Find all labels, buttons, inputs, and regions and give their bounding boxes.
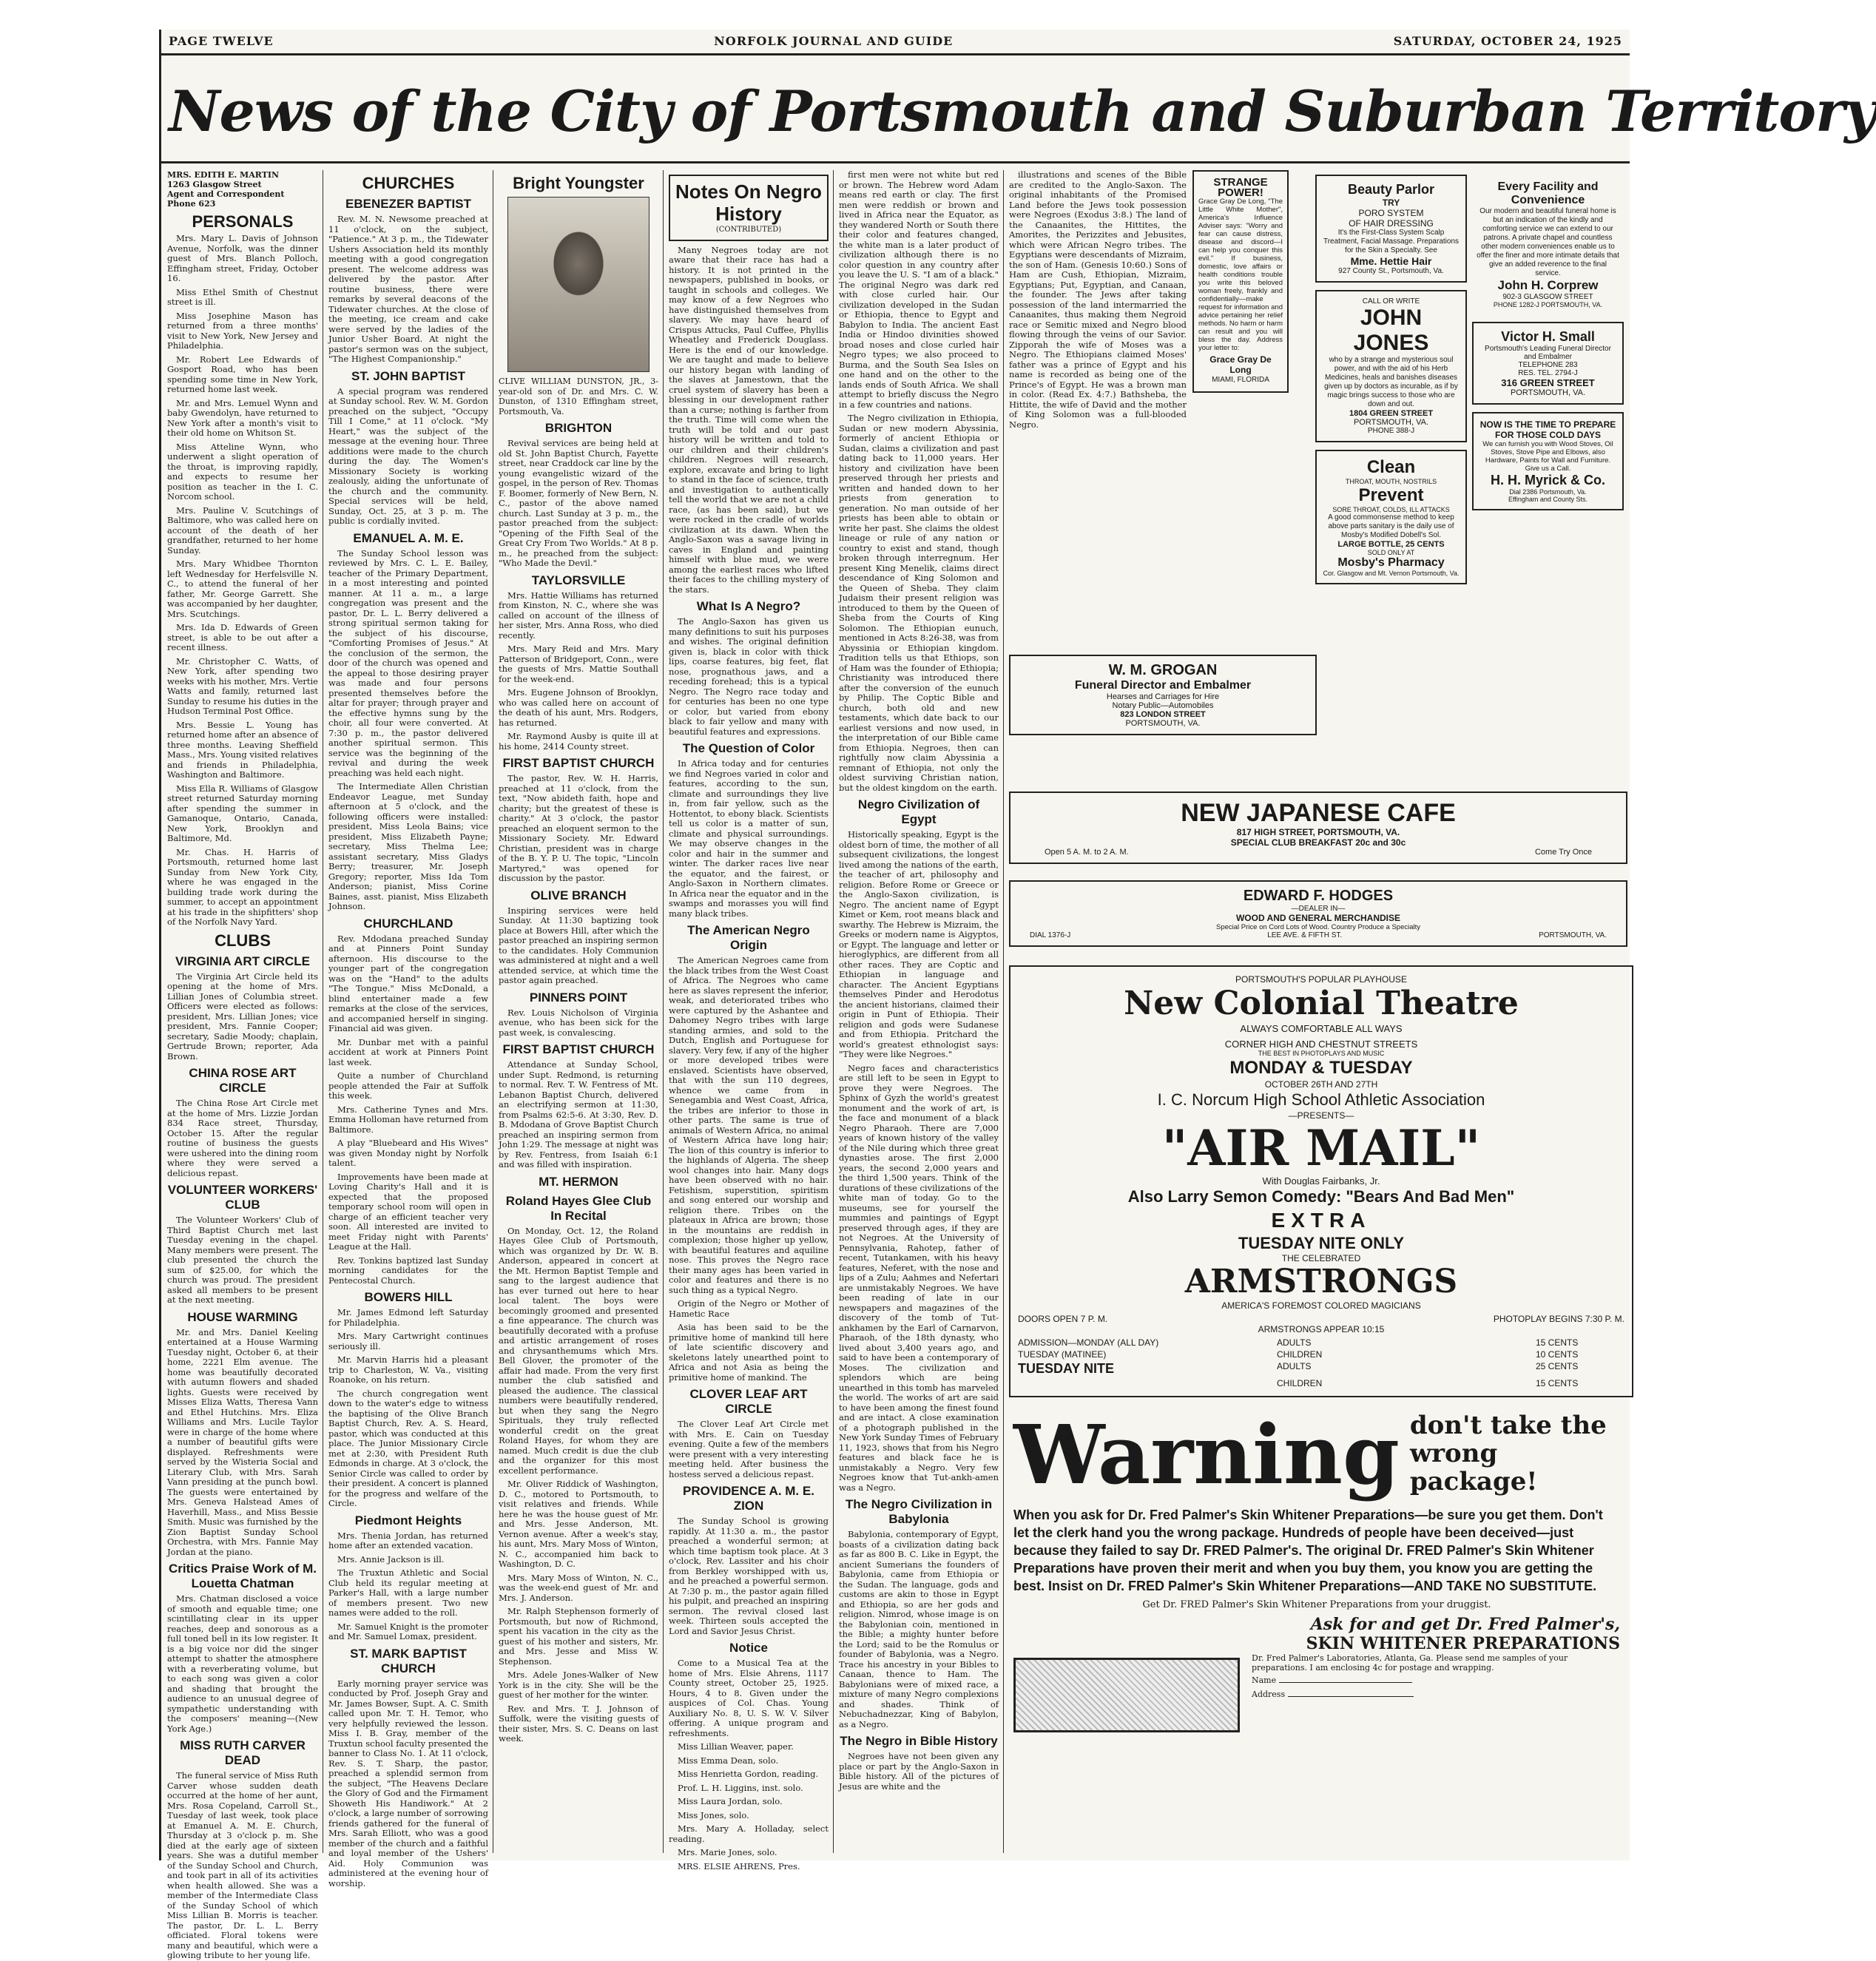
churches-list (328, 197, 488, 1889)
paragraph: Mrs. Ida D. Edwards of Green street, is able to be out after a recent illness. (167, 622, 318, 652)
ad-dates: OCTOBER 26TH AND 27TH (1264, 1079, 1378, 1090)
ad-name: NEW JAPANESE CAFE (1181, 799, 1456, 827)
subsection-heading: What Is A Negro? (696, 599, 801, 613)
ad-line: THE CELEBRATED (1281, 1253, 1361, 1263)
ad-headline: Beauty Parlor (1347, 182, 1435, 197)
column-churches (328, 170, 488, 1889)
subsection-heading: Notice (729, 1641, 768, 1655)
ad-line: PORO SYSTEM (1358, 208, 1424, 218)
coupon-row (1013, 1653, 1620, 1732)
ad-phone: RES. TEL. 2794-J (1518, 369, 1578, 377)
subsection-heading: Negro Civilization of Egypt (857, 797, 980, 826)
paragraph: The funeral service of Miss Ruth Carver whose sudden death occurred at the home of her aunt, Mrs. Rosa Copeland, Carroll St., Tuesday of last week, took place at Emanuel A. M. E. Church, Thursday at 3 o'clock p. m. She died at the early age of sixteen years. She was a dutiful member of the Sunday School and Church, and took part in all of its activities when health allowed. She was a member of the Intermediate Class of the Sunday School of which Miss Lillian B. Morris is teacher. The pastor, Dr. L. L. Berry officiated. Floral tokens were many and beautiful, which were a glowing tribute to her young life. (167, 1770, 318, 1960)
ad-phone: Dial 2386 Portsmouth, Va. (1509, 488, 1587, 496)
column-rule (833, 170, 834, 1853)
ad-dates: MONDAY & TUESDAY (1229, 1058, 1413, 1078)
paragraph: Mrs. Mary A. Holladay, select reading. (669, 1823, 829, 1844)
ad-name: Victor H. Small (1501, 329, 1595, 344)
subsection-heading: VIRGINIA ART CIRCLE (175, 954, 310, 968)
paragraph: Babylonia, contemporary of Egypt, boasts of a civilization dating back as far as 800 B. C. Like in Egypt, the ancient Sumerians the founders of Babylonia, came from Ethiopia or the Sudan. The language, gods and customs are akin to those in Egypt and Ethiopia, so are her gods and religion. Nimrod, whose image is on the Babylonian coin, mentioned in the Bible; a mighty hunter before the Lord; said to be the Romulus or founder of Babylonia, was a Negro. Trace his ancestry in your Bibles to Canaan, thence to Ham. The Babylonians were of mixed race, a mixture of many Negro complexions and shades. Think of Nebuchadnezzar, King of Babylon, as a Negro. (839, 1529, 999, 1729)
subsection-heading: EBENEZER BAPTIST (345, 197, 472, 211)
act-name: ARMSTRONGS (1184, 1263, 1458, 1300)
ad-address: 316 GREEN STREET (1501, 377, 1595, 388)
film-title: "AIR MAIL" (1161, 1119, 1481, 1177)
paragraph: Mr. Marvin Harris hid a pleasant trip to Charleston, W. Va., visiting Roanoke, on his return. (328, 1354, 488, 1385)
ad-corprew (1472, 175, 1624, 314)
ads-column-left (1315, 175, 1467, 592)
ad-phone: PHONE 1282-J PORTSMOUTH, VA. (1493, 301, 1603, 308)
paragraph: Mr. Ralph Stephenson formerly of Portsmouth, but now of Richmond, spent his vacation in the city as the guest of his mother and sisters, Mr. and Mrs. Jesse and Miss W. Stephenson. (499, 1606, 658, 1667)
paragraph: Miss Ethel Smith of Chestnut street is ill. (167, 286, 318, 307)
subsection-heading: The Question of Color (682, 741, 815, 755)
paragraph: Mr. Samuel Knight is the promoter and Mr. Samuel Lomax, president. (328, 1621, 488, 1641)
child-portrait-photo (507, 197, 649, 372)
ad-name: Mme. Hettie Hair (1350, 255, 1432, 267)
ad-tagline: Come Try Once (1534, 848, 1592, 857)
ad-address: 817 HIGH STREET, PORTSMOUTH, VA. (1236, 827, 1400, 837)
paragraph: The Virginia Art Circle held its opening at the home of Mrs. Lillian Jones of Columbia street. Officers were elected as follows: president, Mrs. Lillian Jones; vice president, Mrs. Fannie Cooper; secretary, Sadie Moody; chaplain, Gertrude Brown; reporter, Ada Brown. (167, 971, 318, 1061)
ad-line: PORTSMOUTH'S POPULAR PLAYHOUSE (1235, 974, 1407, 985)
ad-presenter: I. C. Norcum High School Athletic Association (1157, 1090, 1485, 1109)
paragraph: The American Negroes came from the black tribes from the West Coast of Africa. The Negroes who came here as slaves represent the inferior, weak, and deteriorated tribes who were captured by the Ashantee and Dahomey Negro tribes with large standing armies, and sold to the Dutch, English and Portuguese for slavery. Very few, if any of the higher or more developed tribes were enslaved. Scientists have observed, that with the sun 110 degrees, whence we came from in Senegambia and West Coast, Africa, the tribes are inferior to those in other parts. The same is true of animals of Western Africa, no animal of Western Africa have long hair; The lion of this country is inferior to the highlands of Algeria. The sheep wool changes into hair. Many dogs have been observed with no hair. Fetishism, superstition, spiritism and song entered our worship and religion there. Tribes on the plateaux in Africa are brown; those in the mountains are reddish in complexion; those higher up yellow, with beautiful features and aquiline nose. This proves the Negro race their many ages has been varied in color and features and there is no such thing as a typical Negro. (669, 955, 829, 1295)
paragraph: Mrs. Mary Moss of Winton, N. C., was the week-end guest of Mr. and Mrs. J. Anderson. (499, 1572, 658, 1603)
ad-headline: Funeral Director and Embalmer (1074, 679, 1252, 692)
ad-name: Grace Gray De Long (1209, 354, 1272, 375)
paragraph: Miss Ella R. Williams of Glasgow street returned Saturday morning after spending the summer in Gamanoque, Ontario, Canada, New York, Brooklyn and Baltimore, Md. (167, 783, 318, 843)
subsection-heading: MT. HERMON (539, 1174, 618, 1189)
issue-date: SATURDAY, OCTOBER 24, 1925 (1393, 34, 1622, 48)
ad-line: Special Price on Cord Lots of Wood. Country Produce a Specialty (1216, 923, 1420, 931)
ad-headline: STRANGE POWER! (1213, 176, 1268, 199)
byline-role: Agent and Correspondent (167, 189, 285, 199)
paragraph: Mrs. Mary Whidbee Thornton left Wednesday for Herfelsville N. C., to attend the funeral of her father, Mr. George Garrett. She was accompanied by her daughter, Mrs. Scutchings. (167, 558, 318, 619)
ad-address: 1804 GREEN STREET (1349, 409, 1434, 418)
subsection-heading: The American Negro Origin (687, 923, 810, 952)
ad-body: A good commonsense method to keep above parts sanitary is the daily use of Mosby's Modified Dobell's Sol. (1328, 513, 1454, 539)
history-text-continued (839, 170, 999, 1792)
ad-name: W. M. GROGAN (1108, 662, 1218, 678)
ad-myrick (1472, 412, 1624, 510)
photo-heading: Bright Youngster (513, 174, 644, 192)
ad-cell: 15 CENTS (1536, 1378, 1579, 1388)
contributed-label: (CONTRIBUTED) (715, 226, 782, 234)
ad-grogan (1009, 655, 1317, 735)
paragraph: Mrs. Catherine Tynes and Mrs. Emma Holloman have returned from Baltimore. (328, 1104, 488, 1135)
ad-line: With Douglas Fairbanks, Jr. (1262, 1175, 1380, 1187)
column-youngster (499, 170, 658, 1853)
paragraph: The pastor, Rev. W. H. Harris, preached at 11 o'clock, from the text, "Now abideth faith, hope and charity; but the greatest of these is charity." At 3 o'clock, the pastor preached an eloquent sermon to the Missionary Society. Mr. Edward Christian, president was in charge of the B. Y. P. U. The topic, "Lincoln Martyred," was opened for discussion by the pastor. (499, 773, 658, 883)
paragraph: Asia has been said to be the primitive home of mankind till here of late scientific discovery and skeletons lately unearthed point to Africa and not Asia as being the primitive home of mankind. The (669, 1322, 829, 1383)
ad-name: Mosby's Pharmacy (1337, 556, 1445, 569)
subsection-heading: CHURCHLAND (363, 916, 453, 931)
byline-address: 1263 Glasgow Street (167, 180, 262, 189)
paragraph: The Truxtun Athletic and Social Club held its regular meeting at Parker's Hall, with a large number of members present. Two new names were added to the roll. (328, 1567, 488, 1618)
ad-mosby-pharmacy (1315, 450, 1467, 584)
paragraph: Negro faces and characteristics are still left to be seen in Egypt to prove they were Negroes. The Sphinx of Gyzh the world's greatest monument and the work of art, is the face and monument of a black Negro Pharaoh. There are 7,000 years of known history of the valley of the Nile during which three great dynasties arose. The first 2,000 years, the second 2,000 years and the third 1,500 years. Think of the durations of these civilizations of the white man of today. Go to the museums, see for yourself the mummies and paintings of Egypt preserved through ages, if they are not Negroes. At the University of Pennsylvania, Rahotep, father of recent, Tutankamen, with his heavy features, Neferet, with the nose and lips of a Zulu; Aahmes and Nefertari are unmistakably Negroes. We have been reading of late in our newspapers and magazines of the discovery of the tomb of Tut-ankhamen by the Earl of Carnarvon, Pharaoh, of the 18th dynasty, who lived about 3,400 years ago, and said to have been a contemporary of Moses. The civilization and splendors which are being unearthed in this tomb has marveled the world. The works of art are said to have been among the finest found and are intact. A close examination of a photograph published in the New York Sunday Times of February 11, 1923, shows that from his Negro features and black face he is unmistakably a Negro. Very few Negroes know that Tut-ankh-amen was a Negro. (839, 1062, 999, 1493)
paragraph: Mrs. Mary Cartwright continues seriously ill. (328, 1331, 488, 1351)
subsection-heading: Roland Hayes Glee Club In Recital (505, 1193, 652, 1223)
ad-cell: 15 CENTS (1536, 1337, 1579, 1348)
byline-phone: Phone 623 (167, 199, 216, 209)
paragraph: Historically speaking, Egypt is the oldest born of time, the mother of all subsequent civilizations, the longest lived among the nations of the earth, the teacher of art, philosophy and religion. Before Rome or Greece or the Anglo-Saxon civilization, is Negro. The ancient name of Egypt Kimet or Kem, root means black and swarthy. The Hebrew is Mizraim, the Greeks or modern name is Aigyptos, or Egypt. The language and letter or hieroglyphics, are different from all other races. They are Coptic and Ethiopian in language and character. The Ancient Egyptians themselves Pinder and Herodotus the ancient historians, claimed their origin in Punt of Ethiopia. Their religion and gods were Sudanese and from Ethiopia. Pritchard the world's greatest ethnologist says: "They were like Negroes." (839, 829, 999, 1059)
order-coupon (1252, 1653, 1620, 1699)
photo-caption: CLIVE WILLIAM DUNSTON, JR., 3-year-old son of Dr. and Mrs. C. W. Dunston, of 1310 Effingham street, Portsmouth, Va. (499, 377, 658, 416)
subsection-heading: CLOVER LEAF ART CIRCLE (689, 1387, 808, 1416)
paragraph: Rev. M. N. Newsome preached at 11 o'clock, on the subject, "Patience." At 3 p. m., the Tidewater Ushers Association held its monthly meeting with a good congregation present. The welcome address was delivered by the pastor. After routine business, there were remarks by several deacons of the Tidewater churches. At the close of the meeting, ice cream and cake were served by the ladies of the Junior Usher Board. At night the pastor's sermon was on the subject, "The Highest Companionship." (328, 214, 488, 364)
paragraph: Revival services are being held at old St. John Baptist Church, Fayette street, near Craddock car line by the young evangelistic wizard of the gospel, in the person of Rev. Thomas F. Boomer, formerly of New Bern, N. C., pastor of the above named church. Last Sunday at 3 p. m., the pastor preached from the subject: "Opening of the Fifth Seal of the Great Cry From Two Worlds." At 8 p. m., he preached from the subject: "Who Made the Devil." (499, 438, 658, 568)
ad-cell: TUESDAY NITE (1018, 1361, 1115, 1376)
ad-line: PHOTOPLAY BEGINS 7:30 P. M. (1493, 1314, 1624, 1324)
ad-line: OF HAIR DRESSING (1349, 218, 1434, 229)
ad-address: 823 LONDON STREET (1120, 710, 1206, 719)
subsection-heading: CHINA ROSE ART CIRCLE (189, 1066, 297, 1095)
ad-hours: Open 5 A. M. to 2 A. M. (1045, 848, 1129, 857)
ad-japanese-cafe (1009, 792, 1627, 864)
warning-sub: don't take the wrong package! (1409, 1411, 1607, 1496)
paragraph: Mr. James Edmond left Saturday for Philadelphia. (328, 1307, 488, 1328)
product-package-illustration (1013, 1658, 1240, 1732)
ad-headline: Prevent (1358, 485, 1424, 505)
paragraph: illustrations and scenes of the Bible are credited to the Anglo-Saxon. The original inhabitants of the Promised Land before the Jews took possession were Negroes (Exodus 3:8.) The land of the Canaanites, the Hittites, the Amorites, the Perizzites and Jebusites, which were African Negro tribes. The Egyptians were descendants of Mizraim, the son of Ham. (Genesis 10:60.) Sons of Ham are Cush, Ethiopian, Mizraim, Egyptians; Put, Egyptian, and Canaan, the founder. The Jews after taking possession of the land intermarried the Canaanites, thus making them Negroid race or Semitic mixed and Negro blood flowing through the veins of our Savior. Zipporah the wife of Moses was a Negro. The Ethiopians claimed Moses' father was a prince of Egypt and his name is recorded as being one of the Prince's of Egypt. He was a brown man in color. (Read Ex. 4:7.) Bathsheba, the Hittite, the wife of David and the mother of King Solomon was a full-blooded Negro. (1009, 169, 1187, 430)
paragraph: Miss Jones, solo. (678, 1809, 749, 1820)
ad-line: TRY (1382, 198, 1400, 208)
paragraph: Mr. Chas. H. Harris of Portsmouth, returned home last Sunday from New York City, where he was engaged in the building trade work during the summer, to accept an appointment at his trade in the shipfitters' shop of the Norfolk Navy Yard. (167, 846, 318, 927)
paragraph: Mrs. Marie Jones, solo. (678, 1847, 777, 1857)
ad-phone: PHONE 388-J (1367, 427, 1415, 435)
ad-line: EXTRA (1271, 1209, 1371, 1232)
ad-line: Hearses and Carriages for Hire (1106, 692, 1220, 701)
paragraph: Improvements have been made at Loving Charity's Hall and it is expected that the proposed temporary school room will open in charge of an efficient teacher very soon. All interested are invited to meet Friday night with Parents' League at the Hall. (328, 1171, 488, 1252)
ad-line: —PRESENTS— (1288, 1110, 1354, 1121)
warning-line: Get Dr. FRED Palmer's Skin Whitener Preparations from your druggist. (1142, 1599, 1491, 1610)
column-bible-history (1009, 170, 1290, 644)
subsection-heading: OLIVE BRANCH (530, 888, 627, 902)
ad-line: SORE THROAT, COLDS, ILL ATTACKS (1332, 506, 1450, 513)
ad-beauty-parlor (1315, 175, 1467, 283)
paragraph: Miss Henrietta Gordon, reading. (678, 1769, 819, 1779)
section-heading: CLUBS (215, 931, 271, 950)
history-title-box (669, 175, 829, 241)
column-rule (663, 170, 664, 1853)
neighborhood-list (499, 421, 658, 1744)
bible-history-text (1009, 170, 1187, 433)
ad-cell: 10 CENTS (1536, 1349, 1579, 1360)
ad-line: THROAT, MOUTH, NOSTRILS (1345, 478, 1437, 485)
history-text (669, 246, 829, 1872)
ad-line: THE BEST IN PHOTOPLAYS AND MUSIC (1258, 1050, 1385, 1057)
paragraph: Mr. Robert Lee Edwards of Gosport Road, who has been spending some time in New York, returned home last week. (167, 354, 318, 394)
ad-city: PORTSMOUTH, VA. (1510, 388, 1586, 397)
correspondent-byline (167, 170, 318, 209)
ad-price: LARGE BOTTLE, 25 CENTS (1337, 540, 1445, 549)
column-history-continued (839, 170, 999, 1853)
subsection-heading: FIRST BAPTIST CHURCH (502, 756, 655, 770)
ad-strange-power (1192, 170, 1289, 393)
paragraph: Quite a number of Churchland people attended the Fair at Suffolk this week. (328, 1070, 488, 1101)
section-heading: PERSONALS (192, 212, 294, 231)
subsection-heading: PROVIDENCE A. M. E. ZION (683, 1484, 814, 1513)
paragraph: Miss Josephine Mason has returned from a three months' visit to New York, New Jersey and Philadelphia. (167, 310, 318, 351)
ad-footer (1015, 931, 1622, 939)
paragraph: Mrs. Eugene Johnson of Brooklyn, who was called here on account of the death of his aunt, Mrs. Rodgers, has returned. (499, 687, 658, 728)
ad-address: 902-3 GLASGOW STREET (1502, 293, 1593, 301)
ad-name: H. H. Myrick & Co. (1490, 473, 1606, 487)
paragraph: Negroes have not been given any place or part by the Anglo-Saxon in Bible history. All of the pictures of Jesus are white and the (839, 1751, 999, 1792)
ad-headline: Every Facility and Convenience (1497, 180, 1599, 206)
paragraph: Attendance at Sunday School, under Supt. Redmond, is returning to normal. Rev. T. W. Fentress of Mt. Lebanon Baptist Church, delivered an electrifying sermon at 11:30, from Psalms 62:5-6. At 3:30, Rev. D. B. Mdodana of Grove Baptist Church preached an inspiring sermon from John 1:29. The message at night was by Rev. Fentress, from Isaiah 6:1 and was filled with inspiration. (499, 1059, 658, 1169)
subsection-heading: The Negro in Bible History (840, 1734, 998, 1748)
paragraph: Mr. Raymond Ausby is quite ill at his home, 2414 County street. (499, 731, 658, 752)
paragraph: The church congregation went down to the water's edge to witness the baptising of the Olive Branch Baptist Church, Rev. A. S. Heard, pastor, which was conducted at this place. The Junior Missionary Circle met at 2:30, with President Ruth Edmonds in charge. At 3 o'clock, the Senior Circle was called to order by their president. A concert is planned for the progress and welfare of the Circle. (328, 1388, 488, 1508)
subsection-heading: MISS RUTH CARVER DEAD (180, 1738, 306, 1767)
subsection-heading: Critics Praise Work of M. Louetta Chatman (169, 1562, 317, 1590)
ad-line: Also Larry Semon Comedy: "Bears And Bad Men" (1127, 1187, 1515, 1206)
ad-line: DOORS OPEN 7 P. M. (1018, 1314, 1108, 1324)
subsection-heading: BRIGHTON (544, 421, 613, 435)
ad-cell: TUESDAY (MATINEE) (1018, 1349, 1107, 1360)
paragraph: A play "Bluebeard and His Wives" was given Monday night by Norfolk talent. (328, 1138, 488, 1168)
ad-city: PORTSMOUTH, VA. (1539, 931, 1607, 939)
paragraph: Mrs. Chatman disclosed a voice of smooth and equable time; one scintillating clear in its upper reaches, deep and sonorous as a full toned bell in its low register. It is a big voice nor did the singer attempt to shatter the atmosphere with a reverberating volume, but to each song was given a color and shading that brought the audience to an unusual degree of sympathetic understanding with the composers' meaning—(New York Age.) (167, 1593, 318, 1734)
subsection-heading: FIRST BAPTIST CHURCH (502, 1042, 655, 1056)
banner-rule (161, 161, 1630, 163)
byline-name: MRS. EDITH E. MARTIN (167, 170, 280, 180)
coupon-name-line[interactable] (1279, 1682, 1412, 1683)
column-rule (1003, 170, 1004, 1853)
ad-name: John H. Corprew (1497, 278, 1599, 292)
ad-line: SOLD ONLY AT (1367, 549, 1415, 556)
paragraph: Come to a Musical Tea at the home of Mrs. Elsie Ahrens, 1117 County street, October 25, 1925. Hours, 4 to 8. Given under the auspices of Col. Chas. Young Auxiliary No. 8, U. S. W. V. Silver offering. A unique program and refreshments. (669, 1658, 829, 1738)
paragraph: A special program was rendered at Sunday school. Rev. W. M. Gordon preached on the subject, "Occupy Till I Come," at 11 o'clock. "My Heart," was the subject of the message at the evening hour. Three additions were made to the church during the day. The Women's Missionary Society is working zealously, aiding the unfortunate of the church and the community. Special services will be held, Sunday, Oct. 25, at 3 p. m. The public is cordially invited. (328, 385, 488, 526)
page-number: PAGE TWELVE (169, 34, 274, 48)
column-personals (167, 170, 318, 1960)
ad-place: MIAMI, FLORIDA (1212, 376, 1269, 384)
warning-body: When you ask for Dr. Fred Palmer's Skin Whitener Preparations—be sure you get them. Don't let the clerk hand you the wrong package. Hundreds of people have been deceived—just because they failed to say Dr. FRED Palmer's. The original Dr. FRED Palmer's Skin Whitener Preparations have proven their merit and when you buy them, you know you are getting the best. Insist on Dr. FRED Palmer's Skin Whitener Preparations—AND TAKE NO SUBSTITUTE. (1013, 1508, 1603, 1593)
paragraph: The Intermediate Allen Christian Endeavor League, met Sunday afternoon at 5 o'clock, and the following officers were installed: president, Miss Leola Bains; vice president, Miss Elizabeth Payne; secretary, Miss Thelma Lee; assistant secretary, Miss Gladys Berry; treasurer, Mr. Joseph Gregory; reporter, Miss Ida Tom Anderson; pianist, Miss Corine Baines, asst. pianist, Miss Elizabeth Johnson. (328, 781, 488, 911)
personals-list (167, 234, 318, 928)
ad-colonial-theatre (1009, 965, 1633, 1397)
coupon-address-line[interactable] (1288, 1696, 1414, 1697)
paragraph: Mrs. Adele Jones-Walker of New York is in the city. She will be the guest of her mother for the winter. (499, 1670, 658, 1700)
ad-hodges (1009, 880, 1627, 947)
paper-name: NORFOLK JOURNAL AND GUIDE (714, 34, 954, 48)
paragraph: Origin of the Negro or Mother of Hametic Race (669, 1298, 829, 1319)
ad-cell: CHILDREN (1277, 1349, 1323, 1360)
paragraph: Miss Emma Dean, solo. (678, 1755, 779, 1766)
ad-address: LEE AVE. & FIFTH ST. (1267, 931, 1343, 939)
ad-line: TUESDAY NITE ONLY (1238, 1234, 1405, 1252)
paragraph: Early morning prayer service was conducted by Prof. Joseph Gray and Mr. James Bowser, Supt. A. C. Smith called upon Mr. T. H. Temor, who very helpfully reviewed the lesson. Miss I. B. Gray, member of the Truxtun school faculty presented the banner to Class No. 1. At 11 o'clock, Rev. S. T. Sharp, the pastor, preached a splendid sermon from the subject, "The Heavens Declare the Glory of God and the Firmament Showeth His Handiwork." At 2 o'clock, a large number of sorrowing friends gathered for the funeral of Mrs. Sarah Elliott, who was a good member of the church and a faithful and loyal member of the Ushers' Aid. Holy Communion was administered at the evening hour of worship. (328, 1678, 488, 1889)
ad-cell: ADULTS (1277, 1361, 1312, 1371)
paragraph: Mrs. Mary L. Davis of Johnson Avenue, Norfolk, was the dinner guest of Mrs. Blanch Polloch, Effingham street, Friday, October 16. (167, 233, 318, 283)
paragraph: The Volunteer Workers' Club of Third Baptist Church met last Tuesday evening in the chapel. Many members were present. The club presented the church the sum of $25.00, for which the church was proud. The president asked all members to be present at the next meeting. (167, 1215, 318, 1305)
paragraph: In Africa today and for centuries we find Negroes varied in color and features, according to the sun, climate and surroundings they live in, from fair yellow, such as the Hottentot, to ebony black. Scientists tell us color is a matter of sun, climate and physical surroundings. We may observe changes in the color and hair in the summer and winter. The darker races live near the equator, and the fairest, or Anglo-Saxon in Northern climates. In Africa near the equator and in the swamps and morasses you will find many black tribes. (669, 758, 829, 919)
paragraph: Mrs. Pauline V. Scutchings of Baltimore, who was called here on account of the death of her grandfather, returned to her home Sunday. (167, 504, 318, 556)
ad-body: who by a strange and mysterious soul power, and with the aid of his Herb Medicines, heals and banishes diseases given up by doctors as incurable, as if by magic brings success to those who are down and out. (1324, 356, 1458, 408)
paragraph: Mrs. Hattie Williams has returned from Kinston, N. C., where she was called on account of the illness of her sister, Mrs. Anna Ross, who died recently. (499, 590, 658, 641)
paragraph: Mr. Christopher C. Watts, of New York, after spending two weeks with his mother, Mrs. Vertie Watts and family, returned last Sunday to resume his duties in the Hudson Terminal Post Office. (167, 655, 318, 716)
history-title: Notes On Negro History (675, 180, 822, 225)
paragraph: Mrs. Mary Reid and Mrs. Mary Patterson of Bridgeport, Conn., were the guests of Mrs. Mattie Southall for the week-end. (499, 644, 658, 684)
paragraph: Mr. and Mrs. Lemuel Wynn and baby Gwendolyn, have returned to New York after a month's visit to their old home on Whitson St. (167, 397, 318, 438)
paragraph: Inspiring services were held Sunday. At 11:30 baptizing took place at Bowers Hill, after which the pastor preached an inspiring sermon to the candidates. Holy Communion was administered at night and a well attended service, at which time the pastor again preached. (499, 905, 658, 985)
paragraph: Mrs. Annie Jackson is ill. (337, 1553, 445, 1565)
ad-line: SPECIAL CLUB BREAKFAST 20c and 30c (1230, 837, 1406, 848)
ad-line: —DEALER IN— (1291, 905, 1346, 913)
subsection-heading: TAYLORSVILLE (531, 573, 626, 587)
subsection-heading: BOWERS HILL (364, 1290, 453, 1304)
paragraph: The Sunday School is growing rapidly. At 11:30 a. m., the pastor preached a wonderful sermon; at which time baptism took place. At 3 o'clock, Rev. Lassiter and his choir from Berkley worshipped with us, and he preached a powerful sermon. At 7:30 p. m., the pastor again filled his pulpit, and preached an inspiring sermon. The revival closed last week. Thirteen souls accepted the Lord and Savior Jesus Christ. (669, 1516, 829, 1636)
newspaper-page (159, 30, 1876, 1960)
paragraph: Miss Atteline Wynn, who underwent a slight operation of the throat, is improving rapidly, and expects to resume her position as teacher in the I. C. Norcom school. (167, 441, 318, 502)
ad-line: WOOD AND GENERAL MERCHANDISE (1235, 913, 1400, 923)
paragraph: The Anglo-Saxon has given us many definitions to suit his purposes and wishes. The original definition given is, black in color with thick lips, coarse features, big feet, flat nose, prognathous jaws, and a receding forehead; this is a typical Negro. The Negro race today and for centuries has been no one type or color, but varied from ebony black to fair yellow and many with beautiful features and expressions. (669, 616, 829, 737)
running-head (161, 34, 1630, 50)
page-banner: News of the City of Portsmouth and Suburban Territory (169, 78, 1876, 144)
side-ads (1192, 170, 1289, 400)
ad-headline: JOHN JONES (1353, 306, 1429, 355)
ad-cell: ADMISSION—MONDAY (ALL DAY) (1018, 1337, 1159, 1348)
paragraph: Prof. L. H. Liggins, inst. solo. (678, 1782, 803, 1793)
ad-cell: 25 CENTS (1536, 1361, 1579, 1371)
ad-phone: TELEPHONE 283 (1518, 361, 1578, 369)
ad-headline: NOW IS THE TIME TO PREPARE FOR THOSE COLD DAYS (1479, 419, 1616, 440)
subsection-heading: The Negro Civilization in Babylonia (845, 1497, 993, 1526)
paragraph: Many Negroes today are not aware that their race has had a history. It is not printed in the newspapers, published in books, or taught in schools and colleges. We may know of a few Negroes who have distinguished themselves from slavery. We may have heard of Crispus Attucks, Paul Cuffee, Phyllis Wheatley and Frederick Douglass. Here is the end of our knowledge. We are taught and made to believe our history began with landing of the slaves at Jamestown, that the cruel system of slavery has been a blessing in our development rather than a curse; nothing is farther from the truth. Time will come when the truth will be told and our past history will be written and told to our children and their children's children. Negroes will research, explore, excavate and bring to light to stand in the face of science, truth and investigation to authentically tell the world that we are not a child race, (as has been said), but we were rocked in the cradle of worlds civilization at its dawn. When the Anglo-Saxon was a savage living in caves in England and painting himself with blue mud, we were among the earliest races who lifted their faces to the chilling mystery of the stars. (669, 244, 829, 595)
column-negro-history (669, 170, 829, 1871)
ad-city: PORTSMOUTH, VA. (1353, 418, 1429, 427)
ad-victor-small (1472, 322, 1624, 405)
coupon-text: Dr. Fred Palmer's Laboratories, Atlanta, Ga. Please send me samples of your preparations. I am enclosing 4c for postage and wrapping. (1252, 1653, 1568, 1673)
paragraph: Mr. Oliver Riddick of Washington, D. C., motored to Portsmouth, to visit relatives and friends. While here he was the house guest of Mr. and Mrs. Jesse Anderson, Mt. Vernon avenue. After a week's stay, his aunt, Mrs. Mary Moss of Winton, N. C., accompanied him back to Washington, D. C. (499, 1479, 658, 1569)
paragraph: Mr. and Mrs. Daniel Keeling entertained at a House Warming Tuesday night, October 6, at their home, 2221 Elm avenue. The home was beautifully decorated with autumn flowers and shaded lights. Guests were received by Misses Eliza Watts, Theresa Vann and Ethel Hutchins. Mrs. Eliza Williams and Mrs. Lucile Taylor were in charge of the home where a number of beautiful gifts were displayed. Refreshments were served by the Wisteria Social and Literary Club, with Mrs. Sarah Vann presiding at the punch bowl. The guests were entertained by Mrs. Geneva Halstead Ames of Haverhill, Mass., and Miss Bessie Smith. Music was furnished by the Zion Baptist Sunday School Orchestra, with Mrs. Fannie May Jordan at the piano. (167, 1326, 318, 1557)
paragraph: MRS. ELSIE AHRENS, Pres. (678, 1860, 800, 1871)
subsection-heading: ST. MARK BAPTIST CHURCH (350, 1646, 467, 1675)
paragraph: Rev. Tonkins baptized last Sunday morning candidates for the Pentecostal Church. (328, 1255, 488, 1286)
ad-body: Our modern and beautiful funeral home is but an indication of the kindly and comforting service we can extend to our patrons. A private chapel and countless other modern conveniences enable us to offer the finer and more intimate details that give an added reverence to the final service. (1477, 207, 1619, 277)
ad-line: ARMSTRONGS APPEAR 10:15 (1258, 1324, 1385, 1334)
warning-product: SKIN WHITENER PREPARATIONS (1306, 1634, 1620, 1653)
paragraph: The Sunday School lesson was reviewed by Mrs. C. L. E. Bailey, teacher of the Primary Department, in a most interesting and pointed manner. At 11 a. m., a large congregation was present and the pastor, Dr. L. L. Berry delivered a strong spiritual sermon taking for the subject of his discourse, "Comforting Promises of Jesus." At the conclusion of the sermon, the door of the church was opened and the appeal to those desiring prayer was made and four persons presented themselves before the altar for prayer; through prayer and the effective hymns sung by the choir, all four were converted. At 7:30 p. m., the pastor delivered another spiritual sermon. This service was the beginning of the revival and during the week preaching was held each night. (328, 547, 488, 778)
clubs-list (167, 954, 318, 1961)
paragraph: Rev. and Mrs. T. J. Johnson of Suffolk, were the visiting guests of their sister, Mrs. S. C. Deans on last week. (499, 1703, 658, 1744)
ad-name: EDWARD F. HODGES (1243, 888, 1394, 904)
paragraph: The Clover Leaf Art Circle met with Mrs. E. Cain on Tuesday evening. Quite a few of the members were present with a very interesting meeting held. After business the hostess served a delicious repast. (669, 1419, 829, 1479)
ad-line: Notary Public—Automobiles (1112, 701, 1214, 710)
paragraph: Mr. Dunbar met with a painful accident at work at Pinners Point last week. (328, 1036, 488, 1067)
coupon-address-label: Address (1252, 1690, 1286, 1699)
warning-word: Warning (1013, 1407, 1400, 1502)
paragraph: The Negro civilization in Ethiopia, Sudan or new modern Abyssinia, formerly of ancient Ethiopia or Sudan, claims a civilization and past dating back to 11,000 years. Her history and civilization have been preserved through her priests and written and handed down to her priests from generation to generation. No man outside of her priests has been able to obtain or write her past. She claims the oldest lineage or rule of any nation or country to exist and stand, though broken through interregnum. Her present King Menelik, claims direct descendance of King Solomon and the Queen of Sheba. They claim Judaism their present religion was introduced to them by the Queen of Sheba from the Courts of King Solomon. The Ethiopian eunuch, mentioned in Acts 8:26-38, was from Abyssinia or Ethiopian kingdom. Tradition tells us that Ethiops, son of Ham was the founder of Ethiopia; Christianity was introduced there after the conversion of the eunuch by Philip. The Coptic Bible and church, both old and new testaments, which date back to our earliest versions and now used, in the interpretation of our Bible came from Ethiopia. Negroes, then can rightfully now claim Abyssinia a remnant of Ethiopia, not only the oldest surviving Christian nation, but the oldest kingdom on the earth. (839, 413, 999, 793)
ad-headline: Clean (1366, 457, 1416, 477)
ad-line: CALL OR WRITE (1362, 297, 1420, 306)
paragraph: Rev. Mdodana preached Sunday and at Pinners Point Sunday afternoon. His discourse to the younger part of the congregation was on the "Hand" to the adults "The Tongue." Miss McDonald, a blind entertainer made a few remarks at the close of the services, and accompanied herself in singing. Financial aid was given. (328, 933, 488, 1033)
ad-line: AMERICA'S FOREMOST COLORED MAGICIANS (1221, 1300, 1421, 1311)
subsection-heading: ST. JOHN BAPTIST (351, 368, 465, 383)
ad-address: Effingham and County Sts. (1508, 496, 1587, 503)
warning-ask: Ask for and get Dr. Fred Palmer's, (1310, 1615, 1620, 1634)
paragraph: first men were not white but red or brown. The Hebrew word Adam means red earth or clay. The first men were reddish or brown and lived in Africa near the Equator, as they wandered North or South there their color and features changed, the white man is a later product of civilization although there is no color question in any country after you leave the U. S. "I am of a black." The original Negro was dark red with close curled hair. Our civilization developed in the Sudan or Ethiopia, thence to Egypt and Babylon to India. The ancient East India or Hindoo divinities showed broad noses and close curled hair Negro types; we also proceed to Burma, and the South Sea Isles on one hand and on the other to the lands ends of South Africa. We shall attempt to briefly discuss the Negro in a few countries and nations. (839, 169, 999, 410)
paragraph: Mrs. Bessie L. Young has returned home after an absence of three months. Leaving Sheffield Mass., Mrs. Young visited relatives and friends in Philadelphia, Washington and Baltimore. (167, 719, 318, 780)
head-rule (161, 53, 1630, 55)
ad-footer (1015, 848, 1622, 857)
paragraph: Rev. Louis Nicholson of Virginia avenue, who has been sick for the past week, is convalescing. (499, 1007, 658, 1038)
paragraph: The China Rose Art Circle met at the home of Mrs. Lizzie Jordan 834 Race street, Thursday, October 15. After the regular routine of business the guests were ushered into the dining room where they were served a delicious repast. (167, 1098, 318, 1178)
ad-palmer-warning (1009, 1405, 1624, 1843)
ad-body: Grace Gray De Long, "The Little White Mother", America's Influence Adviser says: "Worry and fear can cause distress, disease and discord—I can help you conquer this evil." If business, domestic, love affairs or health conditions trouble you write this beloved woman freely, frankly and confidentially—make request for information and advice pertaining her relief methods. No harm or harm can result and you will bless the day. Address your letter to: (1198, 198, 1283, 352)
ad-address: 927 County St., Portsmouth, Va. (1338, 267, 1444, 275)
paragraph: Miss Lillian Weaver, paper. (678, 1741, 794, 1752)
subsection-heading: PINNERS POINT (529, 990, 628, 1005)
warning-header (1013, 1407, 1620, 1502)
ad-address: CORNER HIGH AND CHESTNUT STREETS (1224, 1039, 1418, 1050)
subsection-heading: HOUSE WARMING (187, 1309, 298, 1324)
subsection-heading: EMANUEL A. M. E. (353, 530, 464, 545)
ad-city: PORTSMOUTH, VA. (1125, 719, 1201, 728)
ad-times (1018, 1314, 1624, 1324)
ad-cell: ADULTS (1277, 1337, 1312, 1348)
ad-body: It's the First-Class System Scalp Treatment, Facial Massage. Preparations for the Skin a Specialty. See (1323, 229, 1460, 254)
subsection-heading: Piedmont Heights (354, 1513, 462, 1528)
ad-address: Cor. Glasgow and Mt. Vernon Portsmouth, Va. (1323, 570, 1460, 577)
ad-cell: CHILDREN (1277, 1378, 1323, 1388)
ad-body: We can furnish you with Wood Stoves, Oil Stoves, Stove Pipe and Elbows, also Hardware, Paints for Wall and Furniture. Give us a Call. (1482, 440, 1613, 473)
paragraph: Miss Laura Jordan, solo. (678, 1796, 783, 1806)
paragraph: On Monday, Oct. 12, the Roland Hayes Glee Club of Portsmouth, which was organized by Dr. W. B. Anderson, appeared in concert at the Mt. Hermon Baptist Temple and sang to the largest audience that has ever turned out here to hear local talent. The boys were becomingly groomed and presented a fine appearance. The church was beautifully decorated with a profuse and artistic arrangement of roses and chrysanthemums which Mrs. Bell Glover, the promoter of the affair had made. From the very first number the club satisfied and pleased the audience. The classical numbers were beautifully rendered, but when they sang the Negro Spirituals, they truly reflected wonderful credit on the great Roland Hayes, for whom they are named. Much credit is due the club and the organizer for this most excellent performance. (499, 1225, 658, 1476)
ad-phone: DIAL 1376-J (1030, 931, 1071, 939)
ad-name: New Colonial Theatre (1124, 985, 1519, 1022)
subsection-heading: VOLUNTEER WORKERS' CLUB (167, 1183, 318, 1212)
paragraph: Mrs. Thenia Jordan, has returned home after an extended vacation. (328, 1530, 488, 1550)
section-heading: CHURCHES (362, 174, 455, 192)
ads-column-right (1472, 175, 1624, 518)
ad-john-jones (1315, 290, 1467, 442)
admission-table (1018, 1337, 1624, 1388)
ad-body: Portsmouth's Leading Funeral Director and Embalmer (1485, 345, 1611, 361)
ad-line: ALWAYS COMFORTABLE ALL WAYS (1240, 1023, 1403, 1034)
coupon-name-label: Name (1252, 1675, 1277, 1685)
